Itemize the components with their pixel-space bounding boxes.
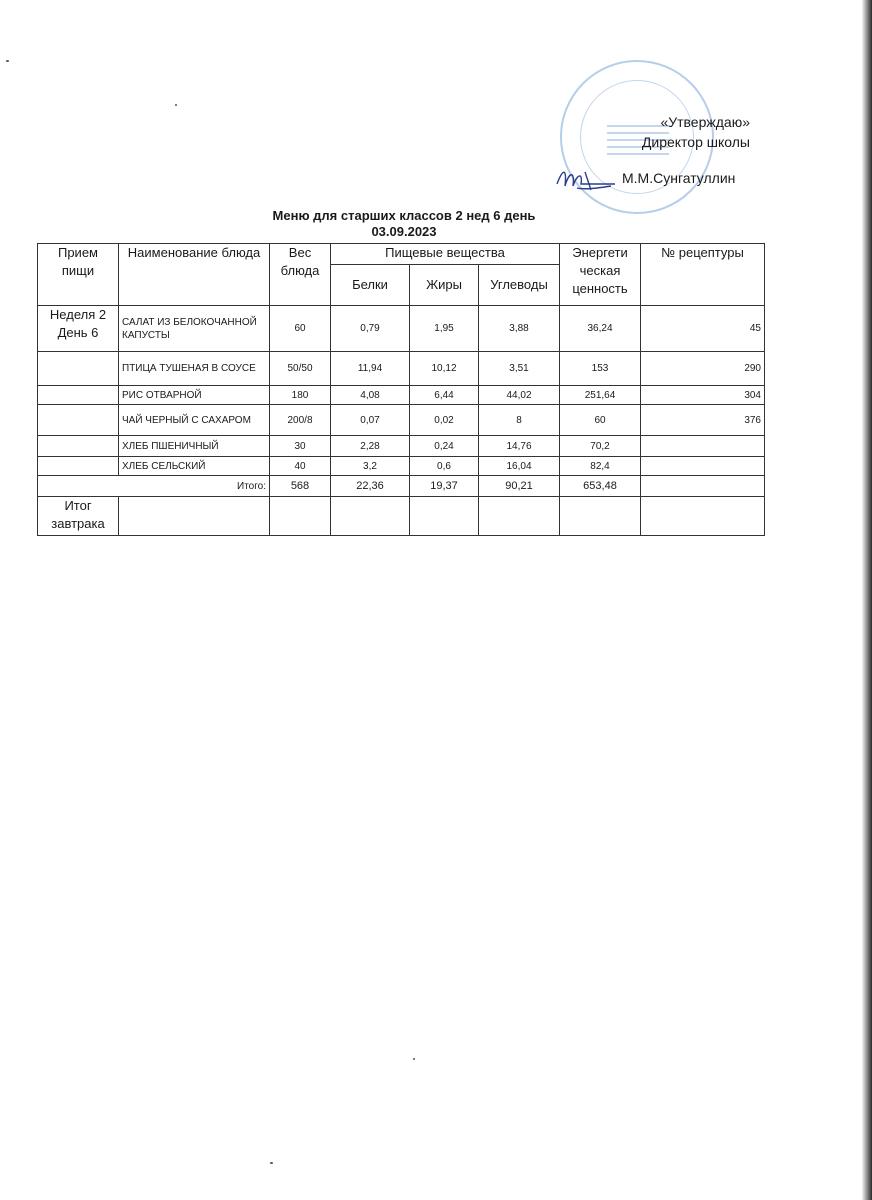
total-recipe <box>641 476 765 497</box>
scan-edge <box>862 0 872 1200</box>
approval-block <box>600 112 750 152</box>
recipe-cell: 304 <box>641 386 765 405</box>
table-row <box>38 352 765 386</box>
table-row <box>38 457 765 476</box>
carbs-cell: 3,51 <box>479 352 560 386</box>
recipe-cell: 290 <box>641 352 765 386</box>
signature-mark <box>555 164 625 194</box>
dish-cell: РИС ОТВАРНОЙ <box>119 386 270 405</box>
energy-cell: 153 <box>560 352 641 386</box>
director-name: М.М.Сунгатуллин <box>622 170 736 186</box>
header-meal: Прием пищи <box>38 244 119 306</box>
scan-speck <box>6 60 9 62</box>
recipe-cell <box>641 457 765 476</box>
header-recipe: № рецептуры <box>641 244 765 306</box>
approval-title: «Утверждаю» <box>660 114 750 130</box>
fat-cell: 6,44 <box>410 386 479 405</box>
signature-row <box>555 164 735 194</box>
summary-cell <box>270 497 331 536</box>
summary-cell <box>410 497 479 536</box>
protein-cell: 11,94 <box>331 352 410 386</box>
carbs-cell: 8 <box>479 405 560 436</box>
fat-cell: 1,95 <box>410 306 479 352</box>
fat-cell: 0,6 <box>410 457 479 476</box>
meal-cell <box>38 386 119 405</box>
summary-label: Итог завтрака <box>38 497 119 536</box>
header-weight: Вес блюда <box>270 244 331 306</box>
summary-cell <box>331 497 410 536</box>
table-row <box>38 405 765 436</box>
total-carbs: 90,21 <box>479 476 560 497</box>
table-row <box>38 386 765 405</box>
summary-row <box>38 497 765 536</box>
total-fat: 19,37 <box>410 476 479 497</box>
carbs-cell: 3,88 <box>479 306 560 352</box>
summary-cell <box>560 497 641 536</box>
dish-cell: ЧАЙ ЧЕРНЫЙ С САХАРОМ <box>119 405 270 436</box>
menu-table <box>37 243 765 536</box>
dish-cell: ХЛЕБ СЕЛЬСКИЙ <box>119 457 270 476</box>
energy-cell: 70,2 <box>560 436 641 457</box>
header-protein: Белки <box>331 265 410 306</box>
meal-cell: Неделя 2 День 6 <box>38 306 119 352</box>
summary-cell <box>641 497 765 536</box>
weight-cell: 60 <box>270 306 331 352</box>
weight-cell: 30 <box>270 436 331 457</box>
table-row <box>38 306 765 352</box>
menu-title: Меню для старших классов 2 нед 6 день <box>272 208 536 223</box>
header-dish: Наименование блюда <box>119 244 270 306</box>
table-row <box>38 436 765 457</box>
recipe-cell <box>641 436 765 457</box>
header-fat: Жиры <box>410 265 479 306</box>
total-protein: 22,36 <box>331 476 410 497</box>
energy-cell: 82,4 <box>560 457 641 476</box>
scan-speck <box>175 104 177 106</box>
total-weight: 568 <box>270 476 331 497</box>
protein-cell: 4,08 <box>331 386 410 405</box>
header-energy: Энергети ческая ценность <box>560 244 641 306</box>
recipe-cell: 376 <box>641 405 765 436</box>
totals-label: Итого: <box>38 476 270 497</box>
fat-cell: 0,02 <box>410 405 479 436</box>
meal-cell <box>38 352 119 386</box>
carbs-cell: 44,02 <box>479 386 560 405</box>
weight-cell: 50/50 <box>270 352 331 386</box>
weight-cell: 200/8 <box>270 405 331 436</box>
header-nutrients: Пищевые вещества <box>331 244 560 265</box>
dish-cell: ХЛЕБ ПШЕНИЧНЫЙ <box>119 436 270 457</box>
approval-position: Директор школы <box>641 134 750 150</box>
energy-cell: 36,24 <box>560 306 641 352</box>
scan-speck <box>413 1058 415 1060</box>
scan-speck <box>270 1162 273 1164</box>
meal-cell <box>38 457 119 476</box>
summary-cell <box>119 497 270 536</box>
fat-cell: 10,12 <box>410 352 479 386</box>
header-carbs: Углеводы <box>479 265 560 306</box>
recipe-cell: 45 <box>641 306 765 352</box>
weight-cell: 40 <box>270 457 331 476</box>
carbs-cell: 14,76 <box>479 436 560 457</box>
meal-cell <box>38 405 119 436</box>
dish-cell: САЛАТ ИЗ БЕЛОКОЧАННОЙ КАПУСТЫ <box>119 306 270 352</box>
protein-cell: 2,28 <box>331 436 410 457</box>
dish-cell: ПТИЦА ТУШЕНАЯ В СОУСЕ <box>119 352 270 386</box>
energy-cell: 251,64 <box>560 386 641 405</box>
weight-cell: 180 <box>270 386 331 405</box>
total-energy: 653,48 <box>560 476 641 497</box>
menu-date: 03.09.2023 <box>371 224 437 239</box>
totals-row <box>38 476 765 497</box>
meal-cell <box>38 436 119 457</box>
energy-cell: 60 <box>560 405 641 436</box>
protein-cell: 0,07 <box>331 405 410 436</box>
fat-cell: 0,24 <box>410 436 479 457</box>
summary-cell <box>479 497 560 536</box>
protein-cell: 3,2 <box>331 457 410 476</box>
protein-cell: 0,79 <box>331 306 410 352</box>
carbs-cell: 16,04 <box>479 457 560 476</box>
